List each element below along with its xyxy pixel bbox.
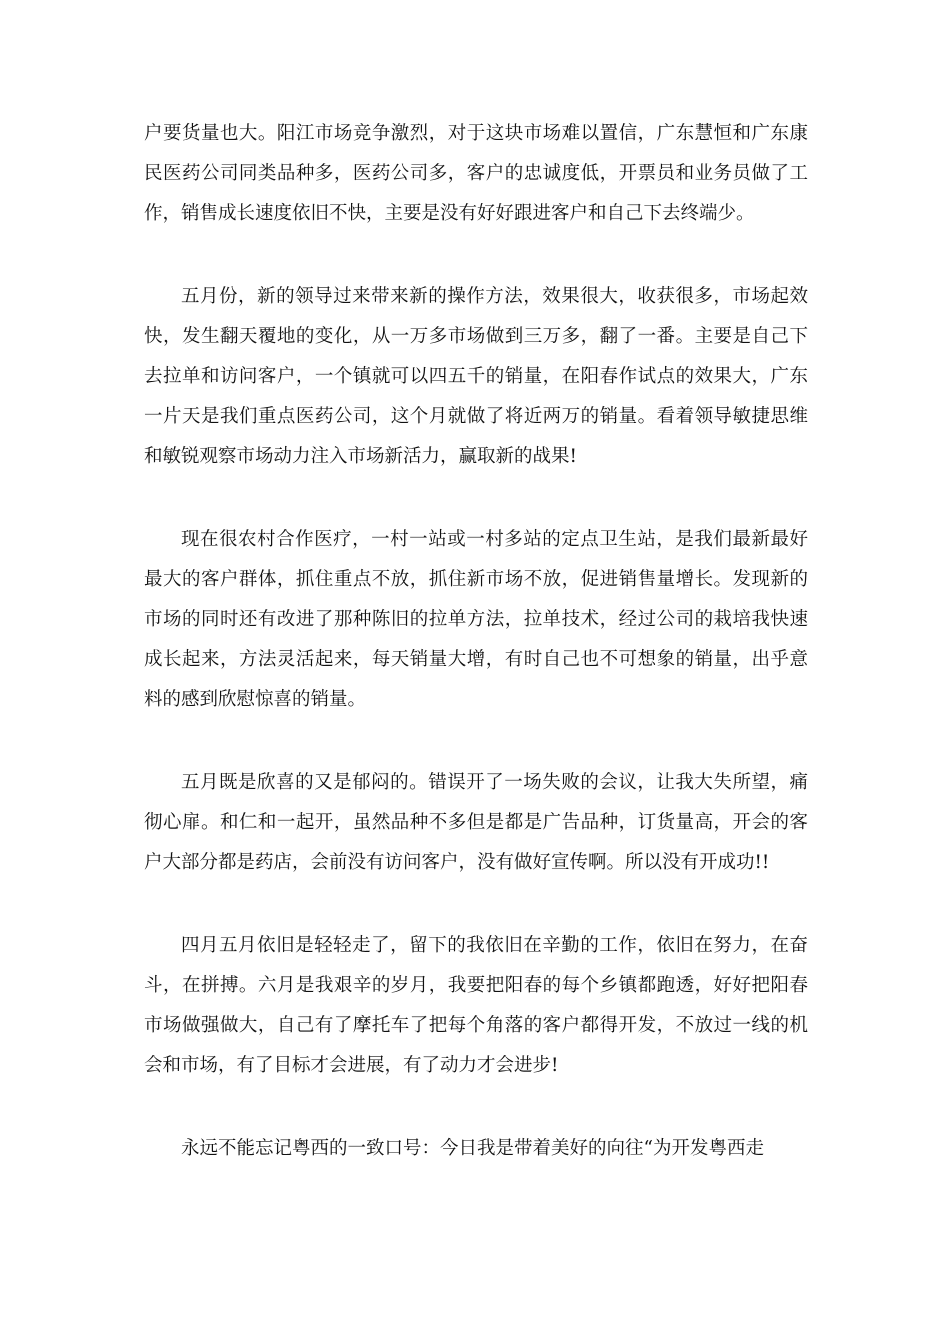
paragraph: 四月五月依旧是轻轻走了，留下的我依旧在辛勤的工作，依旧在努力，在奋斗，在拼搏。六月是我艰辛的岁月，我要把阳春的每个乡镇都跑透，好好把阳春市场做强做大，自己有了摩托车了把每个角落的客户都得开发，不放过一线的机会和市场，有了目标才会进展，有了动力才会进步! bbox=[144, 935, 808, 1076]
paragraph: 户要货量也大。阳江市场竞争激烈，对于这块市场难以置信，广东慧恒和广东康民医药公司同类品种多，医药公司多，客户的忠诚度低，开票员和业务员做了工作，销售成长速度依旧不快，主要是没有好好跟进客户和自己下去终端少。 bbox=[144, 123, 808, 224]
paragraph: 永远不能忘记粤西的一致口号：今日我是带着美好的向往“为开发粤西走 bbox=[181, 1138, 764, 1159]
document-body bbox=[144, 114, 808, 1212]
paragraph: 现在很农村合作医疗，一村一站或一村多站的定点卫生站，是我们最新最好最大的客户群体，抓住重点不放，抓住新市场不放，促进销售量增长。发现新的市场的同时还有改进了那种陈旧的拉单方法，拉单技术，经过公司的栽培我快速成长起来，方法灵活起来，每天销量大增，有时自己也不可想象的销量，出乎意料的感到欣慰惊喜的销量。 bbox=[144, 529, 808, 710]
paragraph: 五月份，新的领导过来带来新的操作方法，效果很大，收获很多，市场起效快，发生翻天覆地的变化，从一万多市场做到三万多，翻了一番。主要是自己下去拉单和访问客户，一个镇就可以四五千的销量，在阳春作试点的效果大，广东一片天是我们重点医药公司，这个月就做了将近两万的销量。看着领导敏捷思维和敏锐观察市场动力注入市场新活力，赢取新的战果! bbox=[144, 286, 808, 467]
paragraph: 五月既是欣喜的又是郁闷的。错误开了一场失败的会议，让我大失所望，痛彻心扉。和仁和一起开，虽然品种不多但是都是广告品种，订货量高，开会的客户大部分都是药店，会前没有访问客户，没有做好宣传啊。所以没有开成功!! bbox=[144, 772, 808, 873]
